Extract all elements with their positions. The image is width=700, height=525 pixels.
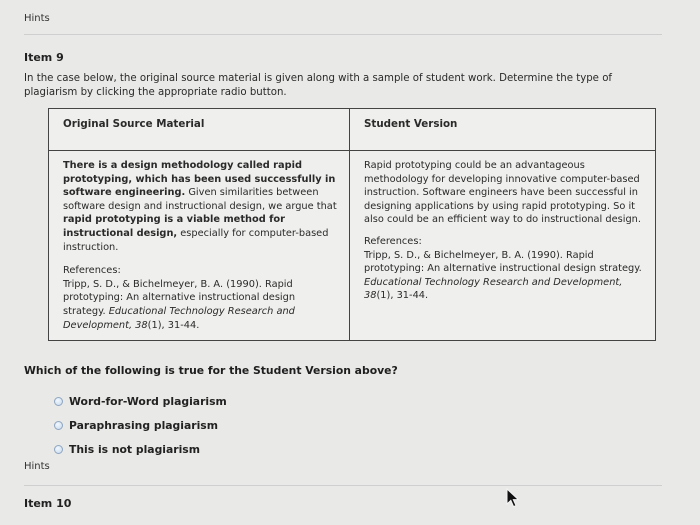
reference-plain: Tripp, S. D., & Bichelmeyer, B. A. (1990). Rapid prototyping: An alternative instructional design strategy. (364, 249, 642, 275)
radio-button-paraphrasing[interactable] (54, 421, 63, 430)
option-label: This is not plagiarism (69, 442, 200, 456)
divider-bottom (24, 485, 662, 486)
header-student-version: Student Version (350, 109, 656, 151)
original-references (63, 264, 337, 332)
reference-entry (364, 249, 643, 303)
header-original-source: Original Source Material (49, 109, 350, 151)
option-label: Paraphrasing plagiarism (69, 418, 218, 432)
option-label: Word-for-Word plagiarism (69, 394, 227, 408)
student-passage: Rapid prototyping could be an advantageous methodology for developing innovative computer-based instruction. Software engineers have been successful in designing applications by using rapid prototyping. So it also could be an efficient way to do instructional design. (364, 160, 641, 226)
original-passage (63, 159, 337, 254)
original-bold-1: There is a design methodology called rapid prototyping, which has been used successfully in software engineering. (63, 160, 336, 199)
option-word-for-word[interactable] (54, 389, 227, 413)
original-source-cell (49, 151, 350, 341)
mouse-cursor-icon (506, 488, 520, 508)
reference-end: (1), 31-44. (147, 319, 200, 331)
next-item-title: Item 10 (24, 497, 72, 510)
references-label: References: (63, 265, 121, 277)
reference-plain: Tripp, S. D., & Bichelmeyer, B. A. (1990). Rapid prototyping: An alternative instructional design strategy. (63, 278, 296, 317)
original-text-1: Given similarities between software design and instructional design, we argue that (63, 187, 337, 212)
radio-button-word-for-word[interactable] (54, 397, 63, 406)
student-version-cell (350, 151, 656, 341)
references-label: References: (364, 235, 422, 247)
option-paraphrasing[interactable] (54, 413, 227, 437)
reference-journal: Educational Technology Research and Development, 38 (63, 305, 295, 331)
table-header-row (49, 109, 656, 151)
original-bold-2: rapid prototyping is a viable method for instructional design, (63, 214, 285, 239)
divider-top (24, 34, 662, 35)
radio-button-not-plagiarism[interactable] (54, 445, 63, 454)
answer-options (54, 389, 227, 461)
student-references (364, 235, 643, 303)
hints-link-bottom[interactable]: Hints (24, 461, 50, 472)
question-text: Which of the following is true for the Student Version above? (24, 364, 398, 377)
reference-entry (63, 278, 337, 332)
reference-end: (1), 31-44. (376, 290, 429, 302)
option-not-plagiarism[interactable] (54, 437, 227, 461)
original-text-2: especially for computer-based instruction. (63, 227, 329, 253)
instructions-text: In the case below, the original source material is given along with a sample of student work. Determine the type of plagiarism by clicking the appropriate radio button. (24, 73, 613, 98)
hints-link-top[interactable]: Hints (24, 13, 50, 24)
table-content-row (49, 151, 656, 341)
comparison-table (48, 108, 656, 341)
reference-journal: Educational Technology Research and Development, 38 (364, 276, 623, 302)
item-title: Item 9 (24, 51, 64, 64)
